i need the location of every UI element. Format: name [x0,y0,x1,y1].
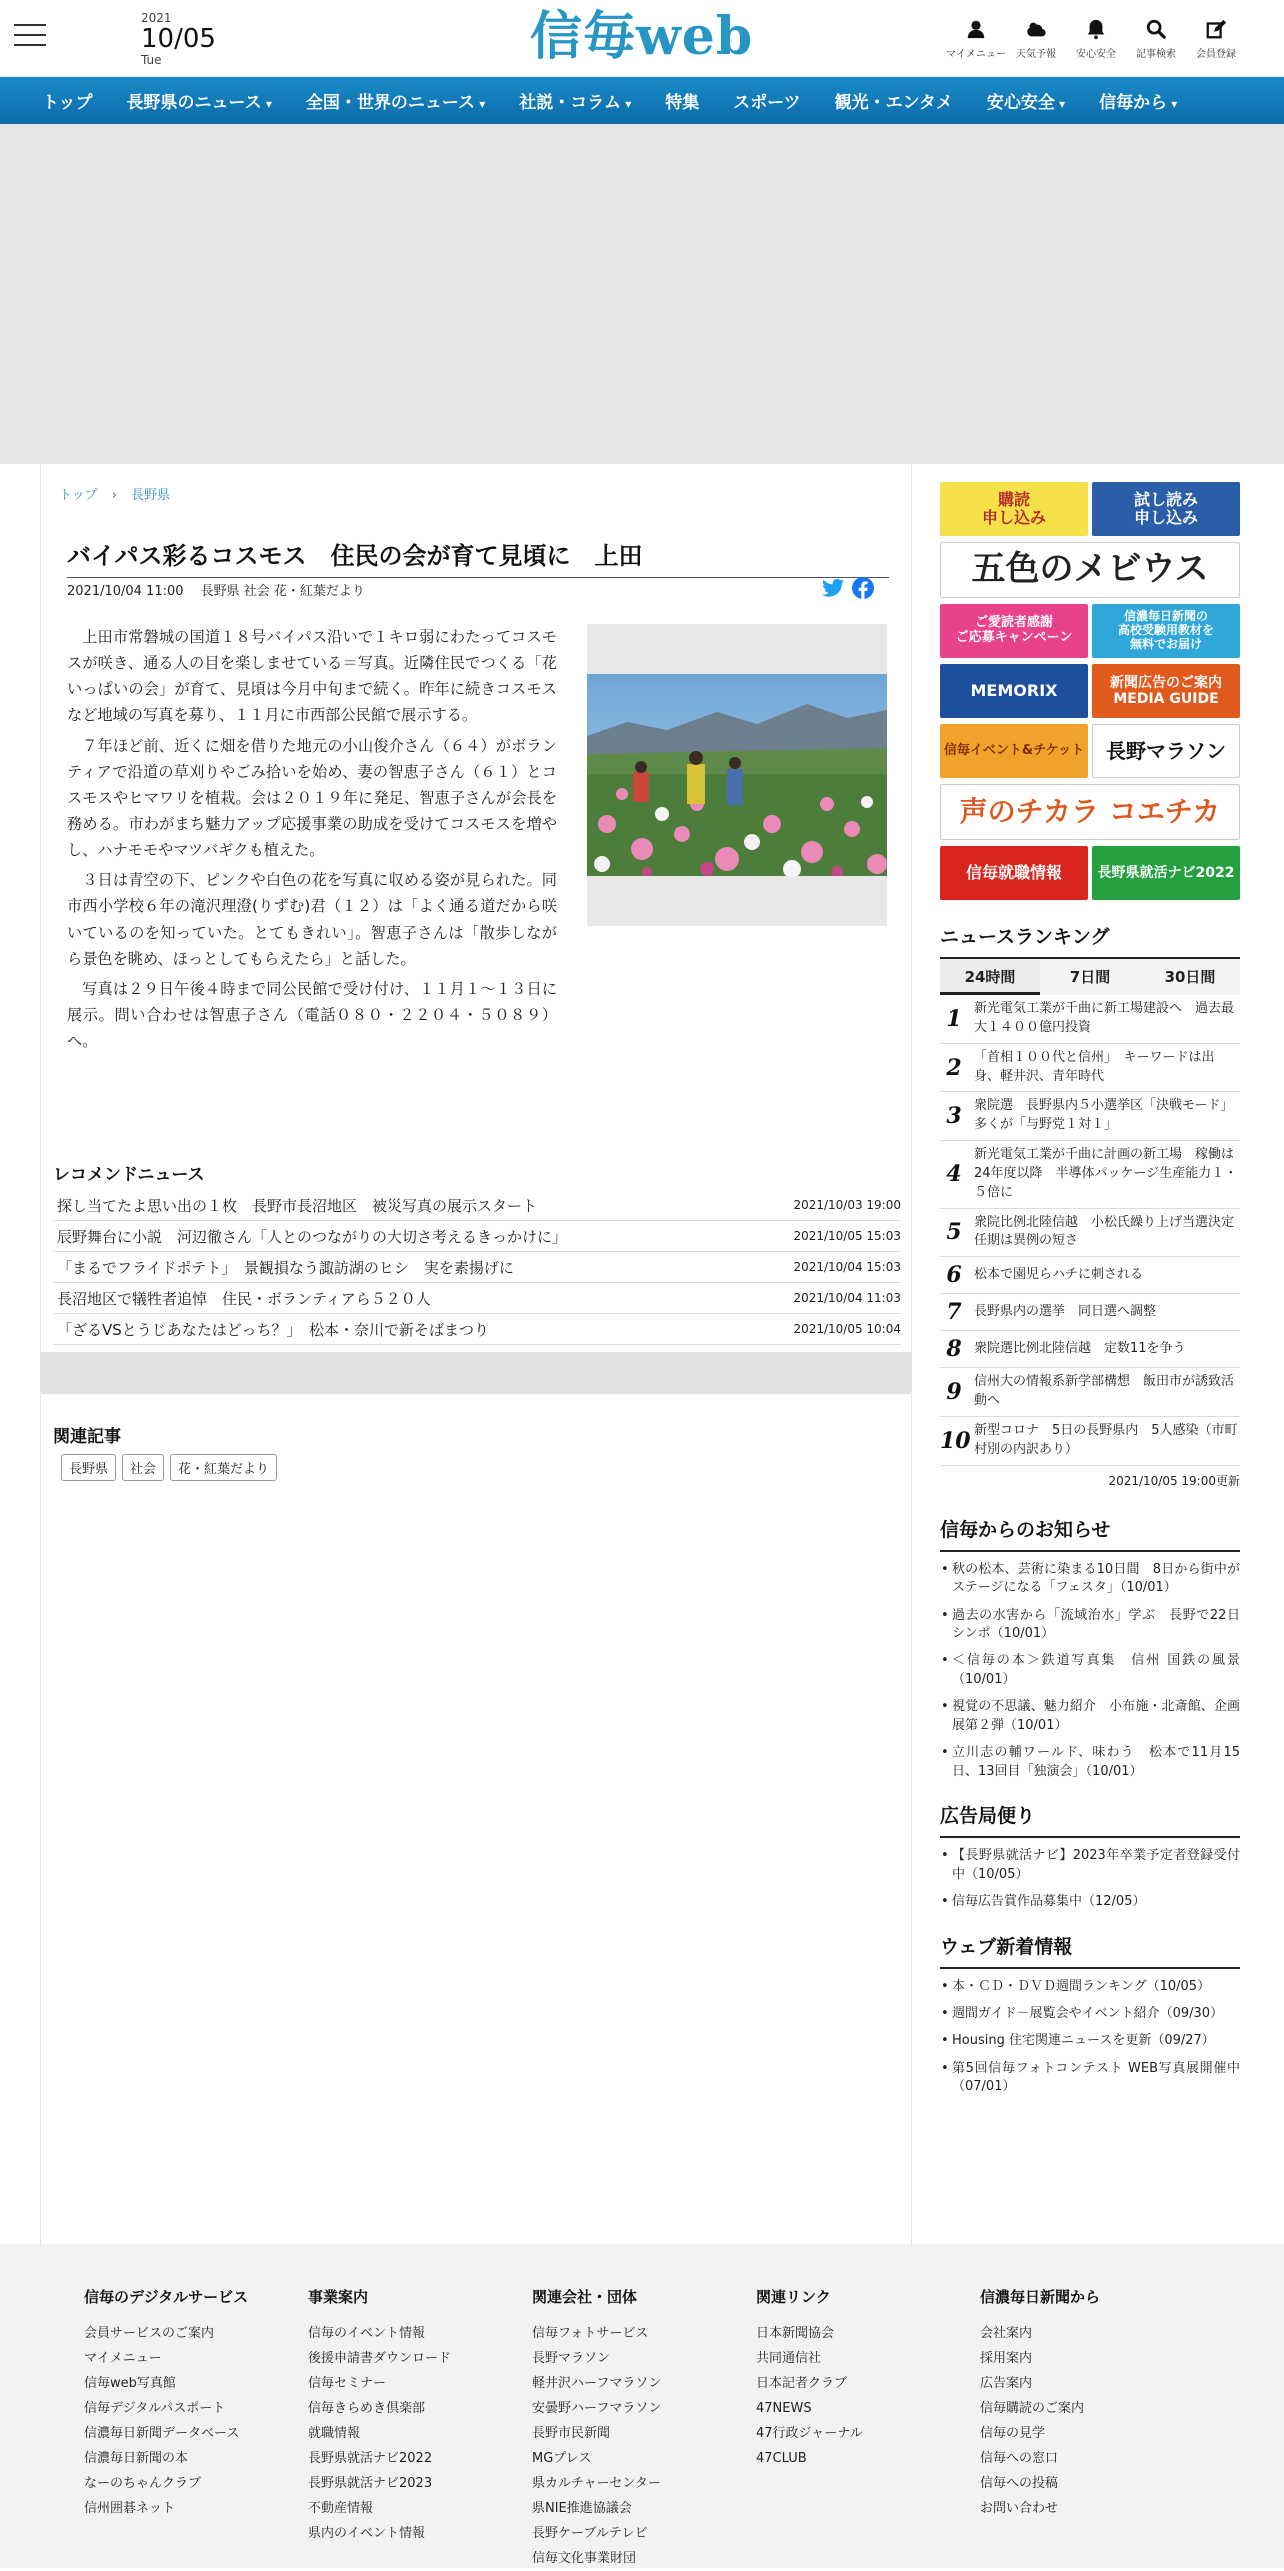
ranking-item-title: 信州大の情報系新学部構想 飯田市が誘致活動へ [974,1374,1235,1409]
recommend-item-title: 「まるでフライドポテト」 景観損なう諏訪湖のヒシ 実を素揚げに [57,1258,514,1277]
article-search-button[interactable] [1126,18,1186,61]
footer-heading: 事業案内 [308,2288,369,2306]
banner-label: 信濃毎日新聞の 高校受験用教材を 無料でお届け [1117,609,1214,651]
top-ad-area [0,124,1284,464]
ranking-item-title: 新光電気工業が千曲に新工場建設へ 過去最大１４００億円投資 [974,1001,1235,1035]
campaign-banner[interactable] [940,604,1088,658]
article-paragraph: ３日は青空の下、ピンクや白色の花を写真に収める姿が見られた。同市西小学校６年の滝沢理澄(りずむ)君（１２）は「よく通る道だから咲いているのを知っていた。とてもきれい」。智恵子さんは「散歩しながら景色を眺め、ほっとしてもらえたら」と話した。 [67,871,557,968]
recommend-item[interactable] [53,1190,901,1221]
adbureau-item[interactable]: • 信毎広告賞作品募集中（12/05） [940,1893,1240,1911]
footer-link[interactable]: 後援申請書ダウンロード [308,2351,452,2366]
recommend-item[interactable] [53,1252,901,1283]
footer-link[interactable]: 長野市民新聞 [532,2426,611,2441]
footer-column [84,2286,284,2521]
webnews-heading: ウェブ新着情報 [940,1932,1240,1969]
banner-label: 長野マラソン [1106,738,1226,763]
ranking-item-title: 松本で園児らハチに刺される [974,1266,1144,1282]
trial-banner[interactable] [1092,482,1240,536]
ranking-list [940,995,1248,1466]
rank-number: 1 [946,1005,962,1032]
footer-link[interactable]: 広告案内 [980,2376,1033,2391]
ranking-item-title: 新光電気工業が千曲に計画の新工場 稼働は24年度以降 半導体パッケージ生産能力１・５倍に [974,1147,1238,1200]
nav-nagano-news[interactable]: 長野県のニュース ▾ [127,88,272,113]
article-title: バイパス彩るコスモス 住民の会が育て見頃に 上田 [67,536,889,578]
date-month-day: 10/05 [141,24,216,54]
ranking-heading: ニュースランキング [940,922,1240,959]
tab-30days[interactable]: 30日間 [1164,968,1216,986]
breadcrumb [59,484,180,503]
recommend-item-date: 2021/10/04 11:03 [793,1291,901,1305]
sidebar [940,482,1248,2097]
footer-link[interactable]: マイメニュー [84,2351,162,2366]
notice-item[interactable]: • 秋の松本、芸術に染まる10日間 8日から街中がステージになる「フェスタ」（10/01） [940,1561,1240,1598]
ranking-updated: 2021/10/05 19:00更新 [1108,1473,1240,1488]
tag[interactable]: 花・紅葉だより [170,1454,277,1481]
ranking-item[interactable] [940,1257,1240,1294]
notice-item[interactable]: • 立川志の輔ワールド、味わう 松本で11月15日、13回目「独演会」（10/01） [940,1744,1240,1781]
banner-label: ご愛読者感謝 ご応募キャンペーン [955,615,1073,645]
footer-link-list [532,2321,732,2571]
site-footer [0,2244,1284,2568]
ranking-tabs [940,959,1240,995]
weather-button[interactable] [1006,18,1066,61]
job-info-banner[interactable] [940,846,1088,900]
weather-icon [1025,18,1047,40]
recommend-item-title: 探し当てたよ思い出の１枚 長野市長沼地区 被災写真の展示スタート [57,1196,538,1215]
banner-label: 五色のメビウス [971,549,1209,590]
ranking-item-title: 「首相１００代と信州」 キーワードは出身、軽井沢、青年時代 [974,1049,1215,1084]
recommend-item[interactable] [53,1221,901,1252]
main-wrap [0,464,1284,2290]
ranking-item-title: 衆院選比例北陸信越 定数11を争う [974,1340,1186,1356]
article-photo[interactable] [587,624,887,926]
share-buttons [821,576,875,600]
recommend-item-date: 2021/10/05 10:04 [793,1322,901,1336]
footer-heading: 信毎のデジタルサービス [84,2288,249,2306]
footer-link[interactable]: 県カルチャーセンター [532,2476,661,2491]
webnews-item[interactable]: • 週間ガイド－展覧会やイベント紹介（09/30） [940,2005,1240,2023]
footer-link[interactable]: 信毎の見学 [980,2426,1046,2441]
ranking-item-title: 衆院選 長野県内５小選挙区「決戦モード」 多くが「与野党１対１」 [974,1098,1240,1133]
date-weekday: Tue [141,53,162,67]
ranking-item-title: 新型コロナ 5日の長野県内 5人感染（市町村別の内訳あり） [974,1422,1238,1457]
footer-link[interactable]: 会員サービスのご案内 [84,2326,215,2341]
rank-number: 2 [946,1054,962,1081]
footer-link[interactable]: 日本記者クラブ [756,2376,848,2391]
rank-number: 10 [940,1427,971,1454]
site-logo[interactable]: 信毎web [530,6,754,67]
breadcrumb-current[interactable]: 長野県 [131,488,171,503]
ranking-item-title: 衆院比例北陸信越 小松氏繰り上げ当選決定 任期は異例の短さ [974,1214,1248,1249]
ranking-item[interactable] [940,1368,1240,1417]
tag[interactable]: 社会 [122,1454,164,1481]
notices-heading: 信毎からのお知らせ [940,1515,1240,1552]
banner-label: 長野県就活ナビ2022 [1097,864,1235,881]
ranking-item[interactable] [940,995,1240,1044]
my-menu-label: マイメニュー [946,49,1006,60]
nav-tourism[interactable]: 観光・エンタメ [834,93,953,113]
banner-label: 購読 申し込み [981,489,1046,527]
footer-link[interactable]: 就職情報 [308,2426,361,2441]
ad-band [41,1352,911,1394]
footer-link[interactable]: 信毎セミナー [308,2376,387,2391]
facebook-icon[interactable] [851,576,875,600]
banner-label: 声のチカラ コエチカ [959,794,1221,828]
rank-number: 3 [946,1103,962,1130]
nav-national-world[interactable]: 全国・世界のニュース ▾ [306,88,485,113]
webnews-list [940,1978,1240,2097]
footer-link[interactable]: 長野マラソン [532,2351,611,2366]
weather-label: 天気予報 [1016,49,1056,60]
ranking-item[interactable] [940,1141,1240,1209]
banner-grid [940,482,1240,900]
rank-number: 7 [946,1299,962,1326]
footer-link[interactable]: 信毎購読のご案内 [980,2401,1085,2416]
footer-link[interactable]: 日本新聞協会 [756,2326,835,2341]
event-ticket-banner[interactable] [940,724,1088,778]
footer-column [980,2286,1180,2521]
footer-link[interactable]: 長野県就活ナビ2023 [308,2476,433,2491]
recommend-item-title: 辰野舞台に小説 河辺徹さん「人とのつながりの大切さ考えるきっかけに」 [57,1227,568,1246]
media-guide-banner[interactable] [1092,664,1240,718]
article-paragraph: ７年ほど前、近くに畑を借りた地元の小山俊介さん（６４）がボランティアで沿道の草刈りやごみ拾いを始め、妻の智恵子さん（６１）とコスモスやヒマワリを植栽。会は２０１９年に発足、智恵子さんが会長を務める。市わがまち魅力アップ応援事業の助成を受けてコスモスを増やし、ハナモモやマツバギクも植えた。 [67,736,557,860]
koechika-banner[interactable] [940,784,1240,840]
banner-label: 新聞広告のご案内 MEDIA GUIDE [1110,674,1222,707]
footer-link[interactable]: 信毎web写真館 [84,2376,176,2391]
notice-item[interactable]: • 視覚の不思議、魅力紹介 小布施・北斎館、企画展第２弾（10/01） [940,1698,1240,1735]
nav-top[interactable]: トップ [42,93,93,113]
footer-link[interactable]: 信毎文化事業財団 [532,2551,637,2566]
footer-link[interactable]: 軽井沢ハーフマラソン [532,2376,662,2391]
footer-link[interactable]: 不動産情報 [308,2501,374,2516]
footer-link[interactable]: 信毎フォトサービス [532,2326,649,2341]
nav-from-shinmai[interactable]: 信毎から ▾ [1099,88,1177,113]
banner-label: 信毎就職情報 [965,862,1062,882]
footer-column [532,2286,732,2571]
footer-link[interactable]: 信濃毎日新聞の本 [84,2451,189,2466]
banner-label: MEMORIX [970,680,1058,700]
ranking-item[interactable] [940,1209,1248,1258]
footer-column [308,2286,508,2546]
banner-label: 試し読み 申し込み [1133,489,1198,527]
footer-link[interactable]: 信毎への窓口 [980,2451,1059,2466]
article-body [67,624,557,1058]
footer-link[interactable]: 安曇野ハーフマラソン [532,2401,662,2416]
rank-number: 8 [946,1336,962,1363]
webnews-item[interactable]: • 第5回信毎フォトコンテスト WEB写真展開催中（07/01） [940,2060,1240,2097]
footer-link-list [980,2321,1180,2521]
global-nav [0,77,1284,124]
header-icons [946,18,1246,61]
article-paragraph: 写真は２９日午後４時まで同公民館で受け付け、１１月１～１３日に展示。問い合わせは智恵子さん（電話０８０・２２０４・５０８９）へ。 [67,979,557,1051]
nav-feature[interactable]: 特集 [665,93,700,113]
tab-24h[interactable]: 24時間 [940,959,1040,995]
webnews-item[interactable]: • 本・ＣＤ・ＤＶＤ週間ランキング（10/05） [940,1978,1240,1996]
notices-list [940,1561,1240,1782]
ranking-item-title: 長野県内の選挙 同日選へ調整 [974,1303,1157,1319]
footer-link[interactable]: 47CLUB [756,2451,807,2466]
footer-link[interactable]: 47行政ジャーナル [756,2426,863,2441]
footer-link[interactable]: お問い合わせ [980,2501,1059,2516]
cosmos-photo-image [587,674,887,876]
banner-label: 信毎イベント&チケット [943,742,1085,758]
related-tags [61,1454,277,1481]
footer-link-list [308,2321,508,2546]
ranking-item[interactable] [940,1417,1240,1466]
safety-button[interactable] [1066,18,1126,61]
ranking-item[interactable] [940,1044,1240,1093]
footer-link[interactable]: 信州囲碁ネット [84,2501,176,2516]
ranking-item[interactable] [940,1331,1240,1368]
recommend-item-title: 「ざるVSとうじあなたはどっち？」 松本・奈川で新そばまつり [57,1320,489,1339]
footer-link[interactable]: 共同通信社 [756,2351,822,2366]
date-year: 2021 [141,11,172,25]
bell-icon [1085,18,1107,40]
breadcrumb-home[interactable]: トップ [59,488,98,503]
footer-link[interactable]: 県内のイベント情報 [308,2526,426,2541]
footer-link[interactable]: 47NEWS [756,2401,812,2416]
exam-material-banner[interactable] [1092,604,1240,658]
nagano-marathon-banner[interactable] [1092,724,1240,778]
search-icon [1145,18,1167,40]
adbureau-list [940,1847,1240,1911]
rank-number: 6 [946,1262,962,1289]
footer-link[interactable]: 採用案内 [980,2351,1033,2366]
footer-link[interactable]: 信毎きらめき倶楽部 [308,2401,426,2416]
recommend-item[interactable] [53,1314,901,1345]
recommend-list [53,1190,901,1345]
footer-link[interactable]: なーのちゃんクラブ [84,2476,202,2491]
recommend-item[interactable] [53,1283,901,1314]
related-heading: 関連記事 [53,1427,121,1447]
footer-heading: 関連リンク [756,2288,831,2306]
footer-column [756,2286,956,2471]
article-meta: 2021/10/04 11:00 長野県 社会 花・紅葉だより [67,584,365,599]
my-menu-button[interactable] [946,18,1006,61]
recommend-item-date: 2021/10/04 15:03 [793,1260,901,1274]
footer-heading: 信濃毎日新聞から [980,2288,1101,2306]
recommend-item-date: 2021/10/03 19:00 [793,1198,901,1212]
adbureau-item[interactable]: • 【長野県就活ナビ】2023年卒業予定者登録受付中（10/05） [940,1847,1240,1884]
webnews-item[interactable]: • Housing 住宅関連ニュースを更新（09/27） [940,2032,1240,2050]
notice-item[interactable]: • ＜信毎の本＞鉄道写真集 信州 国鉄の風景（10/01） [940,1652,1240,1689]
footer-link[interactable]: 長野県就活ナビ2022 [308,2451,433,2466]
footer-link[interactable]: 県NIE推進協議会 [532,2501,632,2516]
footer-link[interactable]: MGプレス [532,2451,592,2466]
register-label: 会員登録 [1196,49,1236,60]
hamburger-menu-icon[interactable] [14,24,46,48]
ranking-item[interactable] [940,1092,1240,1141]
footer-link[interactable]: 会社案内 [980,2326,1033,2341]
safety-label: 安心安全 [1076,49,1116,60]
recommend-item-title: 長沼地区で犠牲者追悼 住民・ボランティアら５２０人 [57,1289,431,1308]
footer-heading: 関連会社・団体 [532,2288,638,2306]
tag[interactable]: 長野県 [61,1454,116,1481]
recommend-item-date: 2021/10/05 15:03 [793,1229,901,1243]
notice-item[interactable]: • 過去の水害から「流域治水」学ぶ 長野で22日シンポ（10/01） [940,1607,1240,1644]
ranking-item[interactable] [940,1294,1240,1331]
tab-7days[interactable]: 7日間 [1069,968,1111,986]
nav-editorial-column[interactable]: 社説・コラム ▾ [519,88,631,113]
footer-link[interactable]: 信毎のイベント情報 [308,2326,426,2341]
subscribe-banner[interactable] [940,482,1088,536]
recommend-heading: レコメンドニュース [53,1165,205,1185]
goshiki-mobius-banner[interactable] [940,542,1240,598]
rank-number: 9 [946,1379,962,1406]
adbureau-heading: 広告局便り [940,1801,1240,1838]
person-icon [965,18,987,40]
edit-icon [1205,18,1227,40]
memorix-banner[interactable] [940,664,1088,718]
rank-number: 5 [946,1219,962,1246]
rank-number: 4 [946,1161,962,1188]
footer-link-list [756,2321,956,2471]
footer-link[interactable]: 信濃毎日新聞データベース [84,2426,240,2441]
header-date [141,12,216,66]
register-button[interactable] [1186,18,1246,61]
nav-sports[interactable]: スポーツ [733,93,801,113]
footer-link[interactable]: 信毎への投稿 [980,2476,1059,2491]
chevron-right-icon: › [111,488,117,503]
article-search-label: 記事検索 [1136,49,1176,60]
footer-link[interactable]: 長野ケーブルテレビ [532,2526,648,2541]
nav-safety[interactable]: 安心安全 ▾ [987,88,1065,113]
footer-link[interactable]: 信毎デジタルパスポート [84,2401,226,2416]
shukatsu-navi-banner[interactable] [1092,846,1240,900]
twitter-icon[interactable] [821,576,845,600]
site-header [0,0,1284,77]
article-paragraph: 上田市常磐城の国道１８号バイパス沿いで１キロ弱にわたってコスモスが咲き、通る人の目を楽しませている＝写真。近隣住民でつくる「花いっぱいの会」が育て、見頃は今月中旬まで続く。昨年に続きコスモスなど地域の写真を募り、１１月に市西部公民館で展示する。 [67,628,557,725]
footer-link-list [84,2321,284,2521]
article-column [40,464,912,2290]
